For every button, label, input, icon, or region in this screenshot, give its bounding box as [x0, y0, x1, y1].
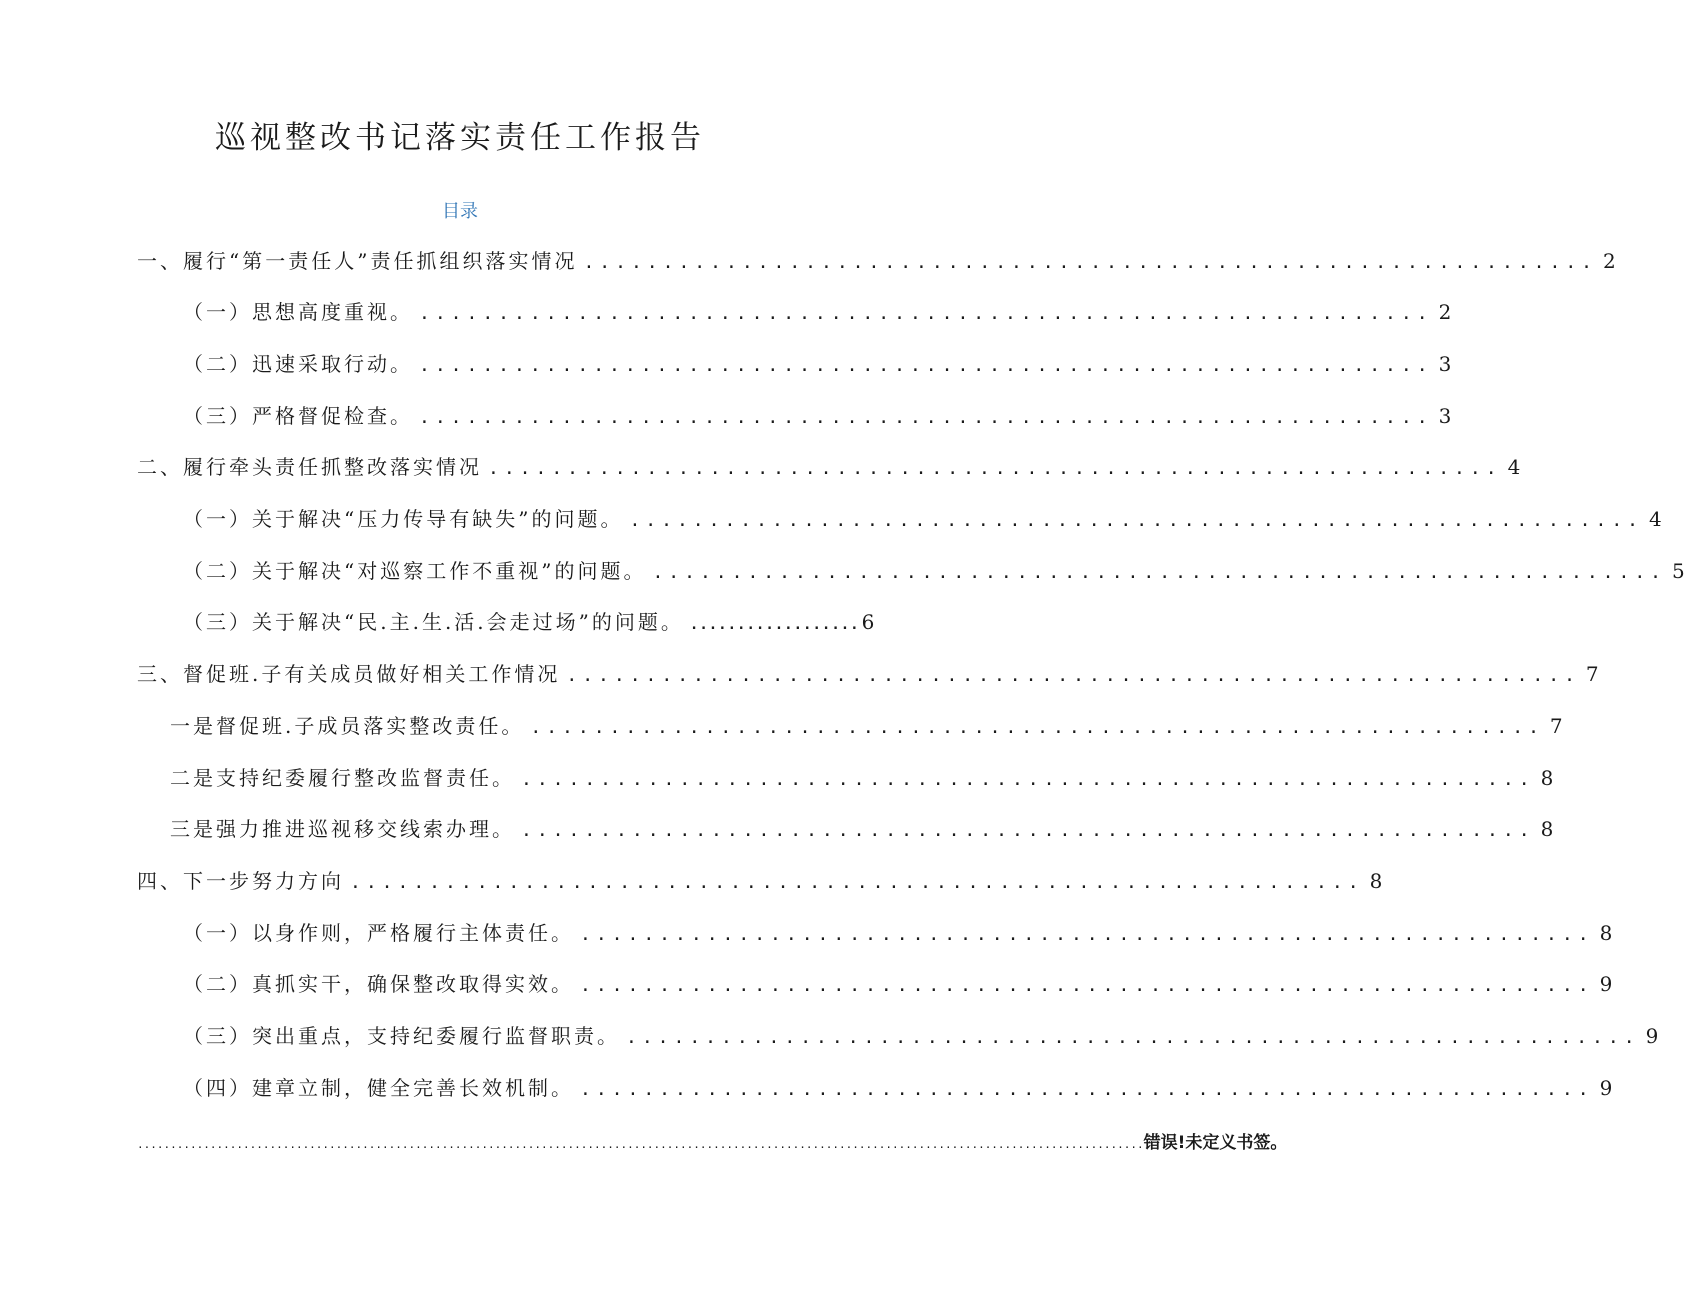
toc-leader: ................................................................ [626, 1027, 1640, 1048]
toc-entry-text: 一是督促班.子成员落实整改责任。 [170, 714, 525, 738]
toc-page-number: 3 [1438, 352, 1452, 376]
toc-page-number: 8 [1369, 869, 1383, 893]
toc-page-number: 4 [1507, 455, 1521, 479]
toc-page-number: 7 [1549, 714, 1563, 738]
toc-entry-text: （四）建章立制，健全完善长效机制。 [183, 1076, 574, 1100]
toc-page-number: 2 [1438, 300, 1452, 324]
toc-entry[interactable] [183, 503, 1662, 533]
toc-page-number: 4 [1649, 507, 1662, 531]
toc-entry-text: （一）关于解决“压力传导有缺失”的问题。 [183, 507, 624, 531]
bookmark-error-text: 错误!未定义书签。 [1143, 1133, 1288, 1153]
toc-leader: ................................................................ [419, 355, 1433, 376]
toc-page-number: 8 [1599, 921, 1613, 945]
toc-page-number: 8 [1540, 766, 1554, 790]
toc-heading: 目录 [442, 201, 478, 222]
toc-leader: ................................................................ [530, 717, 1544, 738]
toc-leader: ................................................................ [652, 562, 1667, 583]
toc-entry[interactable] [183, 968, 1613, 998]
toc-page-number: 5 [1672, 559, 1685, 583]
document-title: 巡视整改书记落实责任工作报告 [215, 120, 705, 156]
toc-page-number: 9 [1599, 972, 1613, 996]
toc-page-number: 6 [861, 610, 875, 634]
toc-entry[interactable] [183, 400, 1452, 430]
toc-leader: ................................................................ [566, 665, 1580, 686]
toc-leader: ................................................................ [488, 458, 1502, 479]
toc-entry[interactable] [137, 658, 1599, 688]
toc-page-number: 7 [1585, 662, 1599, 686]
toc-entry-text: （三）严格督促检查。 [183, 404, 413, 428]
toc-leader: ................................................................ [350, 872, 1364, 893]
toc-entry-text: （一）思想高度重视。 [183, 300, 413, 324]
toc-page-number: 2 [1603, 249, 1616, 273]
toc-leader: ................................................................ [580, 924, 1594, 945]
toc-entry-text: （三）突出重点，支持纪委履行监督职责。 [183, 1024, 620, 1048]
toc-error-entry[interactable] [137, 1128, 1288, 1153]
toc-entry[interactable] [170, 813, 1554, 843]
toc-leader: ........................................................................................................................................................ [137, 1138, 1144, 1151]
toc-entry-text: （二）关于解决“对巡察工作不重视”的问题。 [183, 559, 647, 583]
toc-entry-text: （三）关于解决“民.主.生.活.会走过场”的问题。 [183, 610, 684, 634]
toc-leader: ................................................................ [629, 510, 1644, 531]
toc-entry[interactable] [183, 1020, 1659, 1050]
toc-entry[interactable] [183, 348, 1452, 378]
toc-page-number: 9 [1599, 1076, 1613, 1100]
toc-leader: .................. [689, 617, 860, 633]
toc-entry-text: （二）真抓实干，确保整改取得实效。 [183, 972, 574, 996]
toc-entry-text: 二是支持纪委履行整改监督责任。 [170, 766, 515, 790]
toc-leader: ................................................................ [521, 769, 1535, 790]
toc-entry[interactable] [183, 296, 1452, 326]
toc-entry-text: 三、督促班.子有关成员做好相关工作情况 [137, 662, 561, 686]
toc-entry-text: 二、履行牵头责任抓整改落实情况 [137, 455, 482, 479]
toc-entry[interactable] [137, 245, 1616, 275]
toc-leader: ................................................................ [419, 303, 1433, 324]
toc-entry-text: 三是强力推进巡视移交线索办理。 [170, 817, 515, 841]
toc-entry-text: （二）迅速采取行动。 [183, 352, 413, 376]
toc-entry[interactable] [137, 865, 1383, 895]
toc-entry[interactable] [170, 710, 1563, 740]
toc-entry[interactable] [183, 1072, 1613, 1102]
toc-leader: ................................................................ [583, 252, 1598, 273]
toc-page-number: 9 [1645, 1024, 1659, 1048]
toc-entry[interactable] [183, 606, 875, 636]
toc-entry[interactable] [183, 555, 1685, 585]
toc-entry-text: （一）以身作则，严格履行主体责任。 [183, 921, 574, 945]
toc-page-number: 8 [1540, 817, 1554, 841]
toc-leader: ................................................................ [580, 1079, 1594, 1100]
toc-entry[interactable] [170, 762, 1554, 792]
toc-leader: ................................................................ [419, 407, 1433, 428]
toc-entry[interactable] [137, 451, 1521, 481]
toc-entry-text: 一、履行“第一责任人”责任抓组织落实情况 [137, 249, 578, 273]
toc-entry[interactable] [183, 917, 1613, 947]
toc-entry-text: 四、下一步努力方向 [137, 869, 344, 893]
toc-leader: ................................................................ [580, 975, 1594, 996]
toc-page-number: 3 [1438, 404, 1452, 428]
toc-leader: ................................................................ [521, 820, 1535, 841]
